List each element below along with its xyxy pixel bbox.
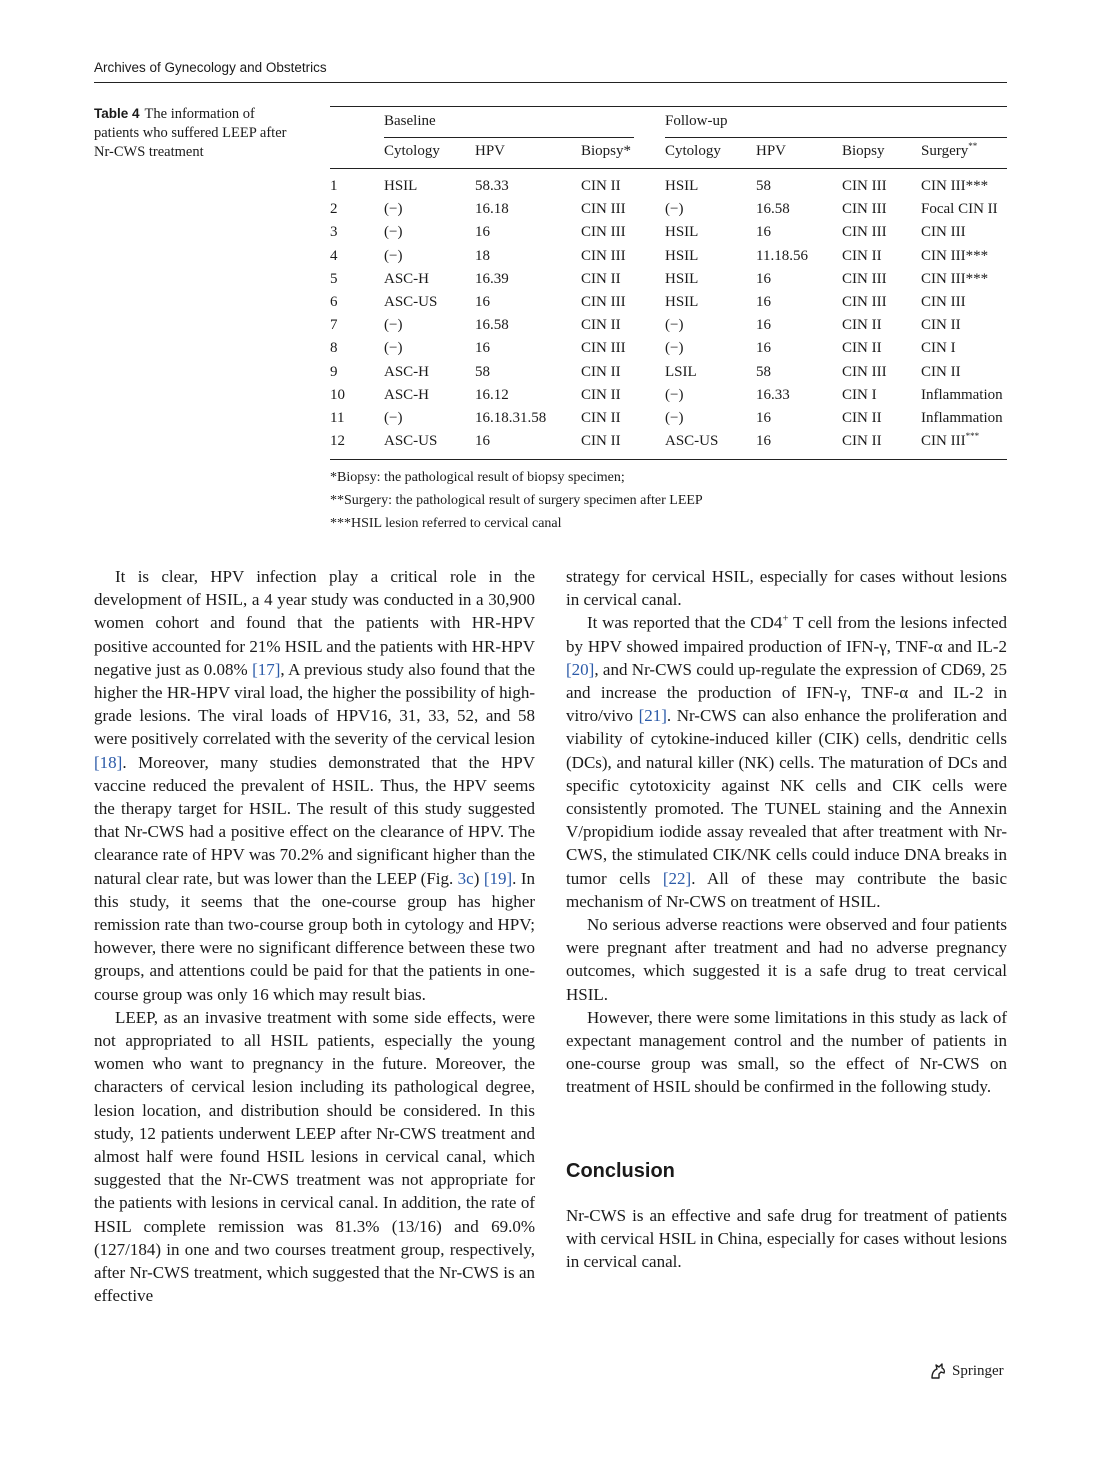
paragraph-hpv-role <box>94 565 535 1006</box>
citation-22[interactable]: [22] <box>662 868 692 888</box>
table-cell: CIN III <box>581 224 626 241</box>
paragraph-safety: No serious adverse reactions were observed and four patients were pregnant after treatment and had no adverse pregnancy outcomes, which suggested it is a safe drug to treat cervical HSIL. <box>566 915 1007 1004</box>
table-cell: CIN III*** <box>921 178 989 194</box>
table-cell: CIN III <box>842 178 887 194</box>
paragraph-leep: LEEP, as an invasive treatment with some side effects, were not appropriated to all HSIL patients, especially the young women who want to pregnancy in the future. Moreover, the characters of cervical lesion including its pathological degree, lesion location, and distribution should be considered. In this study, 12 patients underwent LEEP after Nr-CWS treatment and almost half were found HSIL lesions in cervical canal, which suggested that the Nr-CWS treatment was not appropriate for the patients with lesions in cervical canal. In addition, the rate of HSIL complete remission was 81.3% (13/16) and 69.0% (127/184) in one and two courses treatment group, respectively, after Nr-CWS treatment, which suggested that the Nr-CWS is an effective <box>94 1007 535 1306</box>
table-cell: 16 <box>475 224 490 241</box>
table-cell: CIN II <box>842 410 882 426</box>
table-cell: CIN III <box>842 224 887 241</box>
table-cell: 58 <box>756 363 771 380</box>
table-cell: (−) <box>384 201 403 218</box>
citation-17[interactable]: [17] <box>252 659 281 679</box>
column-header: HPV <box>756 143 787 159</box>
column-header: Biopsy* <box>581 143 632 159</box>
table-cell: (−) <box>665 340 684 357</box>
text: . All of these may contribute the basic mechanism of Nr-CWS on treatment of HSIL. <box>566 868 1008 911</box>
table-cell: 16 <box>756 410 771 426</box>
table-bottom-rule <box>330 459 1007 460</box>
row-number: 8 <box>330 340 338 357</box>
table-cell: 16 <box>756 294 771 310</box>
table-cell: HSIL <box>665 247 699 264</box>
table-cell: CIN III <box>581 247 626 264</box>
superscript: + <box>782 612 789 625</box>
table-cell: HSIL <box>665 224 699 241</box>
citation-21[interactable]: [21] <box>638 706 667 726</box>
footnote-biopsy: *Biopsy: the pathological result of biopsy specimen; <box>330 470 625 485</box>
table-footnotes <box>330 466 703 535</box>
table-cell: (−) <box>665 317 684 334</box>
table-cell: CIN II <box>581 386 621 403</box>
row-number: 11 <box>330 410 345 426</box>
table-cell: HSIL <box>384 178 418 194</box>
table-cell: CIN III*** <box>921 431 980 450</box>
row-number: 4 <box>330 247 338 264</box>
row-number: 1 <box>330 178 338 194</box>
table-cell: 16 <box>756 270 771 287</box>
header-rule <box>330 168 1007 169</box>
table-cell: 16 <box>475 294 490 310</box>
table-cell: (−) <box>384 340 403 357</box>
table-cell: CIN III <box>842 363 887 380</box>
springer-horse-icon <box>928 1361 948 1381</box>
table-cell: CIN II <box>581 317 621 334</box>
running-head: Archives of Gynecology and Obstetrics <box>94 60 327 75</box>
table-cell: CIN II <box>921 317 961 334</box>
row-number: 2 <box>330 201 338 218</box>
row-number: 3 <box>330 224 338 241</box>
row-number: 10 <box>330 386 345 403</box>
table-cell: CIN III <box>581 340 626 357</box>
figure-link-3c[interactable]: 3c <box>457 868 474 888</box>
table-cell: 16 <box>756 317 771 334</box>
table-cell: LSIL <box>665 363 697 380</box>
table-caption-text: The information of patients who suffered LEEP after Nr-CWS treatment <box>94 106 287 160</box>
group-followup: Follow-up <box>665 113 728 129</box>
conclusion-heading: Conclusion <box>566 1159 675 1182</box>
text: T cell from the lesions infected by HPV showed impaired production of IFN-γ, TNF-α and IL-2 <box>566 613 1007 656</box>
table-cell: CIN III <box>842 270 887 287</box>
table-cell: 16 <box>756 433 771 450</box>
table-cell: 16.18 <box>475 201 509 218</box>
table-cell: 16 <box>475 340 490 357</box>
table-cell: CIN I <box>842 386 877 403</box>
table-cell: CIN III <box>921 224 966 241</box>
publisher-logo <box>928 1361 1004 1381</box>
publisher-name: Springer <box>952 1362 1004 1379</box>
cell-sup: *** <box>965 431 980 442</box>
table-cell: CIN III <box>581 294 626 310</box>
table-cell: CIN II <box>581 410 621 426</box>
text: . Nr-CWS can also enhance the proliferation and viability of cytokine-induced killer (CIK) cells, dendritic cells (DCs), and natural killer (NK) cells. The maturation of DCs and specific cytotoxicity against NK cells and CIK cells were consistently promoted. The TUNEL staining and the Annexin V/propidium iodide assay revealed that after treatment with Nr-CWS, the stimulated CIK/NK cells could induce DNA breaks in tumor cells <box>566 706 1007 888</box>
table-cell: ASC-H <box>384 386 430 403</box>
table-cell: (−) <box>665 410 684 426</box>
paragraph-mechanism <box>566 611 1007 913</box>
citation-20[interactable]: [20] <box>566 659 595 679</box>
text: , and Nr-CWS could up-regulate the expression of CD69, 25 and increase the production of IFN-γ, TNF-α and IL-2 in vitro/vivo <box>566 659 1007 726</box>
table-cell: ASC-H <box>384 363 430 380</box>
text: . In this study, it seems that the one-course group has higher remission rate than two-course group both in cytology and HPV; however, there were no significant difference between these two groups, and attentions could be paid for that the patients in one-course group was only 16 which may result bias. <box>94 868 535 1004</box>
table-cell: ASC-H <box>384 270 430 287</box>
table-cell: CIN II <box>581 178 621 194</box>
table-cell: CIN III <box>842 294 887 310</box>
paragraph-continued: strategy for cervical HSIL, especially for cases without lesions in cervical canal. <box>566 567 1007 610</box>
column-header: Cytology <box>384 143 440 159</box>
table-cell: CIN II <box>921 363 961 380</box>
text: It was reported that the CD4 <box>587 613 783 633</box>
table-cell: HSIL <box>665 270 699 287</box>
header-rule <box>94 82 1007 83</box>
header-sup: ** <box>968 141 978 151</box>
citation-19[interactable]: [19] <box>483 868 513 888</box>
column-header: Biopsy <box>842 143 885 159</box>
table-cell: 16.18.31.58 <box>475 410 547 426</box>
row-number: 6 <box>330 294 338 310</box>
body-left-column <box>94 565 535 1308</box>
row-number: 9 <box>330 363 338 380</box>
table-cell: CIN III <box>921 294 966 310</box>
table-cell: CIN II <box>842 340 882 357</box>
table-cell: 16.58 <box>475 317 509 334</box>
row-number: 5 <box>330 270 338 287</box>
table-cell: CIN II <box>581 363 621 380</box>
group-baseline: Baseline <box>384 113 436 129</box>
table-cell: 16 <box>475 433 490 450</box>
table-cell: (−) <box>384 247 403 264</box>
footnote-hsil: ***HSIL lesion referred to cervical canal <box>330 516 562 531</box>
table-cell: CIN III <box>842 201 887 218</box>
baseline-rule <box>384 137 634 138</box>
conclusion-text: Nr-CWS is an effective and safe drug for treatment of patients with cervical HSIL in China, especially for cases without lesions in cervical canal. <box>566 1205 1007 1272</box>
table-caption <box>94 104 294 162</box>
column-header: Surgery** <box>921 141 978 159</box>
table-cell: 58.33 <box>475 178 509 194</box>
table-cell: CIN II <box>842 247 882 264</box>
table-cell: CIN II <box>842 317 882 334</box>
column-header: HPV <box>475 143 506 159</box>
body-right-column <box>566 565 1007 1273</box>
paragraph-limitations: However, there were some limitations in this study as lack of expectant management control and the number of patients in one-course group was small, so the effect of Nr-CWS on treatment of HSIL should be confirmed in the following study. <box>566 1007 1007 1097</box>
table-cell: CIN I <box>921 340 956 357</box>
table-cell: CIN III*** <box>921 270 989 287</box>
table-cell: (−) <box>384 224 403 241</box>
table-label: Table 4 <box>94 106 140 121</box>
footnote-surgery: **Surgery: the pathological result of surgery specimen after LEEP <box>330 493 703 508</box>
table-cell: CIN II <box>842 433 882 450</box>
table-cell: 18 <box>475 247 490 264</box>
table-cell: Inflammation <box>921 386 1003 403</box>
text: ) <box>473 868 484 888</box>
column-header: Cytology <box>665 143 721 159</box>
row-number: 12 <box>330 433 345 450</box>
table-cell: 16.58 <box>756 201 790 218</box>
table-cell: CIN II <box>581 270 621 287</box>
text: It is clear, HPV infection play a critical role in the development of HSIL, a 4 year study was conducted in a 30,900 women cohort and found that the patients with HR-HPV positive accounted for 21% HSIL and the patients with HR-HPV negative just as 0.08% <box>94 567 535 679</box>
table-cell: CIN II <box>581 433 621 450</box>
table-cell: CIN III*** <box>921 247 989 264</box>
row-number: 7 <box>330 317 338 334</box>
table-cell: Inflammation <box>921 410 1003 426</box>
table-cell: (−) <box>665 386 684 403</box>
table-cell: HSIL <box>665 294 699 310</box>
table-top-rule <box>330 106 1007 107</box>
table-cell: CIN III <box>581 201 626 218</box>
table-cell: Focal CIN II <box>921 201 998 218</box>
table-cell: ASC-US <box>384 433 438 450</box>
table-cell: 11.18.56 <box>756 247 808 264</box>
table-cell: 16.12 <box>475 386 509 403</box>
table-cell: HSIL <box>665 178 699 194</box>
table-cell: (−) <box>384 410 403 426</box>
text: . Moreover, many studies demonstrated that the HPV vaccine reduced the prevalent of HSIL. Thus, the HPV seems the therapy target for HSIL. The result of this study suggested that Nr-CWS had a positive effect on the clearance of HPV. The clearance rate of HPV was 70.2% and significant higher than the natural clear rate, but was lower than the LEEP (Fig. <box>94 752 535 888</box>
table-cell: 16 <box>756 340 771 357</box>
table-cell: 16.39 <box>475 270 509 287</box>
table-cell: (−) <box>384 317 403 334</box>
table-cell: 58 <box>475 363 490 380</box>
table-cell: (−) <box>665 201 684 218</box>
text: , A previous study also found that the higher the HR-HPV viral load, the higher the possibility of high-grade lesions. The viral loads of HPV16, 31, 33, 52, and 58 were positively correlated with the severity of the cervical lesion <box>94 659 535 749</box>
table-cell: 16 <box>756 224 771 241</box>
table-cell: 58 <box>756 178 771 194</box>
table-cell: ASC-US <box>665 433 719 450</box>
followup-rule <box>665 137 1007 138</box>
citation-18[interactable]: [18] <box>94 752 123 772</box>
table-cell: ASC-US <box>384 294 438 310</box>
table-cell: 16.33 <box>756 386 790 403</box>
